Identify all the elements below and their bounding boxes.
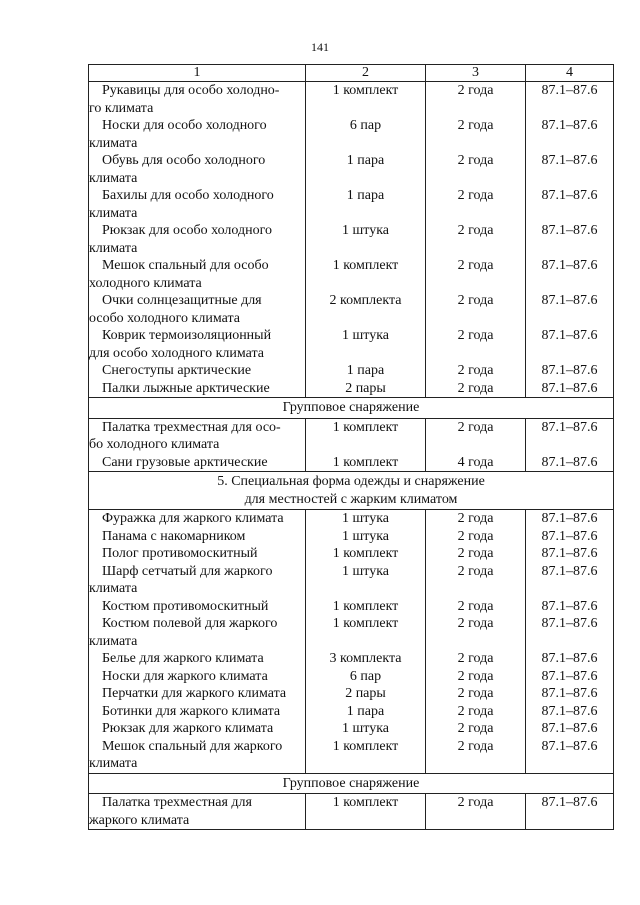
table-row bbox=[89, 117, 614, 152]
table-row bbox=[89, 362, 614, 380]
table-row bbox=[89, 327, 614, 362]
quantity-cell: 1 штука bbox=[306, 222, 426, 257]
item-name-cell bbox=[89, 545, 306, 563]
code-cell: 87.1–87.6 bbox=[526, 187, 614, 222]
term-cell: 2 года bbox=[426, 187, 526, 222]
item-name-cell bbox=[89, 528, 306, 546]
section-heading bbox=[89, 472, 614, 510]
item-name-line: Мешок спальный для жаркого bbox=[102, 738, 283, 754]
code-cell: 87.1–87.6 bbox=[526, 685, 614, 703]
term-cell: 4 года bbox=[426, 454, 526, 472]
item-name-cell bbox=[89, 685, 306, 703]
table-row bbox=[89, 685, 614, 703]
code-cell: 87.1–87.6 bbox=[526, 257, 614, 292]
term-cell: 2 года bbox=[426, 615, 526, 650]
code-cell: 87.1–87.6 bbox=[526, 327, 614, 362]
code-cell: 87.1–87.6 bbox=[526, 703, 614, 721]
item-name-cell bbox=[89, 738, 306, 774]
item-name-line: Рюкзак для особо холодного bbox=[102, 223, 273, 238]
item-name-line: климата bbox=[89, 170, 138, 186]
code-cell: 87.1–87.6 bbox=[526, 380, 614, 398]
group-heading-row bbox=[89, 398, 614, 419]
term-cell: 2 года bbox=[426, 510, 526, 528]
table-row bbox=[89, 615, 614, 650]
code-cell: 87.1–87.6 bbox=[526, 720, 614, 738]
column-header-1: 1 bbox=[89, 65, 306, 82]
table-row bbox=[89, 510, 614, 528]
item-name-line: Обувь для особо холодного bbox=[102, 153, 266, 168]
item-name-cell bbox=[89, 720, 306, 738]
code-cell: 87.1–87.6 bbox=[526, 117, 614, 152]
term-cell: 2 года bbox=[426, 257, 526, 292]
code-cell: 87.1–87.6 bbox=[526, 650, 614, 668]
term-cell: 2 года bbox=[426, 292, 526, 327]
quantity-cell: 1 пара bbox=[306, 703, 426, 721]
item-name-cell bbox=[89, 292, 306, 327]
table-row bbox=[89, 563, 614, 598]
item-name-cell bbox=[89, 117, 306, 152]
term-cell: 2 года bbox=[426, 82, 526, 118]
column-header-row bbox=[89, 65, 614, 82]
table-row bbox=[89, 292, 614, 327]
term-cell: 2 года bbox=[426, 598, 526, 616]
item-name-cell bbox=[89, 794, 306, 830]
quantity-cell: 1 комплект bbox=[306, 738, 426, 774]
item-name-line: холодного климата bbox=[89, 275, 202, 291]
item-name-cell bbox=[89, 257, 306, 292]
table-row bbox=[89, 152, 614, 187]
item-name-cell bbox=[89, 650, 306, 668]
group-heading-row bbox=[89, 773, 614, 794]
table-row bbox=[89, 650, 614, 668]
table-row bbox=[89, 454, 614, 472]
table-row bbox=[89, 528, 614, 546]
code-cell: 87.1–87.6 bbox=[526, 563, 614, 598]
item-name-line: Палатка трехместная для bbox=[102, 795, 252, 810]
item-name-cell bbox=[89, 187, 306, 222]
quantity-cell: 1 комплект bbox=[306, 454, 426, 472]
table-row bbox=[89, 257, 614, 292]
quantity-cell: 1 комплект bbox=[306, 598, 426, 616]
code-cell: 87.1–87.6 bbox=[526, 222, 614, 257]
item-name-line: для особо холодного климата bbox=[89, 345, 265, 361]
term-cell: 2 года bbox=[426, 380, 526, 398]
section-heading-row bbox=[89, 472, 614, 510]
item-name-cell bbox=[89, 454, 306, 472]
term-cell: 2 года bbox=[426, 738, 526, 774]
item-name-cell bbox=[89, 222, 306, 257]
item-name-line: Носки для жаркого климата bbox=[102, 668, 268, 684]
code-cell: 87.1–87.6 bbox=[526, 292, 614, 327]
term-cell: 2 года bbox=[426, 685, 526, 703]
term-cell: 2 года bbox=[426, 650, 526, 668]
quantity-cell: 1 комплект bbox=[306, 794, 426, 830]
code-cell: 87.1–87.6 bbox=[526, 454, 614, 472]
item-name-line: климата bbox=[89, 633, 138, 649]
table-row bbox=[89, 418, 614, 454]
quantity-cell: 1 штука bbox=[306, 528, 426, 546]
item-name-line: климата bbox=[89, 756, 138, 771]
quantity-cell: 1 комплект bbox=[306, 418, 426, 454]
code-cell: 87.1–87.6 bbox=[526, 528, 614, 546]
item-name-line: жаркого климата bbox=[89, 812, 190, 828]
quantity-cell: 1 штука bbox=[306, 510, 426, 528]
column-header-3: 3 bbox=[426, 65, 526, 82]
quantity-cell: 1 штука bbox=[306, 720, 426, 738]
code-cell: 87.1–87.6 bbox=[526, 418, 614, 454]
section-heading-line: 5. Специальная форма одежды и снаряжение bbox=[217, 474, 485, 489]
item-name-line: Полог противомоскитный bbox=[102, 546, 258, 561]
group-heading-line: Групповое снаряжение bbox=[282, 400, 420, 415]
quantity-cell: 1 комплект bbox=[306, 82, 426, 118]
quantity-cell: 2 пары bbox=[306, 685, 426, 703]
item-name-line: Палатка трехместная для осо- bbox=[102, 419, 281, 435]
table-row bbox=[89, 545, 614, 563]
term-cell: 2 года bbox=[426, 528, 526, 546]
item-name-cell bbox=[89, 327, 306, 362]
item-name-line: Палки лыжные арктические bbox=[102, 380, 270, 396]
item-name-line: Фуражка для жаркого климата bbox=[102, 511, 284, 526]
item-name-line: Шарф сетчатый для жаркого bbox=[102, 563, 273, 579]
item-name-cell bbox=[89, 510, 306, 528]
item-name-line: климата bbox=[89, 135, 138, 151]
column-header-4: 4 bbox=[526, 65, 614, 82]
quantity-cell: 1 пара bbox=[306, 362, 426, 380]
code-cell: 87.1–87.6 bbox=[526, 545, 614, 563]
item-name-cell bbox=[89, 362, 306, 380]
quantity-cell: 1 комплект bbox=[306, 257, 426, 292]
page-number: 141 bbox=[311, 40, 329, 54]
table-row bbox=[89, 703, 614, 721]
item-name-line: особо холодного климата bbox=[89, 310, 240, 326]
term-cell: 2 года bbox=[426, 563, 526, 598]
table-row bbox=[89, 738, 614, 774]
section-heading-line: для местностей с жарким климатом bbox=[244, 491, 458, 507]
quantity-cell: 1 пара bbox=[306, 187, 426, 222]
term-cell: 2 года bbox=[426, 703, 526, 721]
quantity-cell: 1 комплект bbox=[306, 615, 426, 650]
table-row bbox=[89, 82, 614, 118]
quantity-cell: 2 пары bbox=[306, 380, 426, 398]
item-name-line: Костюм полевой для жаркого bbox=[102, 616, 278, 631]
item-name-line: бо холодного климата bbox=[89, 437, 220, 452]
code-cell: 87.1–87.6 bbox=[526, 82, 614, 118]
table-row bbox=[89, 720, 614, 738]
item-name-cell bbox=[89, 598, 306, 616]
item-name-line: Панама с накомарником bbox=[102, 528, 246, 544]
table-row bbox=[89, 598, 614, 616]
code-cell: 87.1–87.6 bbox=[526, 510, 614, 528]
item-name-line: Рукавицы для особо холодно- bbox=[102, 83, 280, 98]
column-header-2: 2 bbox=[306, 65, 426, 82]
item-name-cell bbox=[89, 380, 306, 398]
table-row bbox=[89, 222, 614, 257]
term-cell: 2 года bbox=[426, 794, 526, 830]
term-cell: 2 года bbox=[426, 668, 526, 686]
item-name-line: Мешок спальный для особо bbox=[102, 258, 269, 273]
term-cell: 2 года bbox=[426, 418, 526, 454]
code-cell: 87.1–87.6 bbox=[526, 794, 614, 830]
item-name-line: Снегоступы арктические bbox=[102, 363, 252, 378]
item-name-line: Костюм противомоскитный bbox=[102, 598, 269, 614]
quantity-cell: 1 штука bbox=[306, 327, 426, 362]
item-name-cell bbox=[89, 418, 306, 454]
group-heading-line: Групповое снаряжение bbox=[282, 775, 420, 791]
item-name-line: Очки солнцезащитные для bbox=[102, 293, 262, 308]
item-name-cell bbox=[89, 615, 306, 650]
item-name-line: климата bbox=[89, 240, 138, 256]
quantity-cell: 2 комплекта bbox=[306, 292, 426, 327]
item-name-line: климата bbox=[89, 581, 138, 596]
item-name-cell bbox=[89, 82, 306, 118]
code-cell: 87.1–87.6 bbox=[526, 152, 614, 187]
term-cell: 2 года bbox=[426, 117, 526, 152]
item-name-line: Перчатки для жаркого климата bbox=[102, 686, 287, 701]
item-name-cell bbox=[89, 563, 306, 598]
quantity-cell: 1 комплект bbox=[306, 545, 426, 563]
table-row bbox=[89, 187, 614, 222]
item-name-line: климата bbox=[89, 205, 138, 221]
item-name-line: Носки для особо холодного bbox=[102, 118, 267, 133]
quantity-cell: 6 пар bbox=[306, 117, 426, 152]
item-name-line: Ботинки для жаркого климата bbox=[102, 703, 281, 719]
code-cell: 87.1–87.6 bbox=[526, 362, 614, 380]
code-cell: 87.1–87.6 bbox=[526, 668, 614, 686]
equipment-table bbox=[88, 64, 614, 830]
table-body bbox=[89, 65, 614, 830]
table-row bbox=[89, 380, 614, 398]
quantity-cell: 6 пар bbox=[306, 668, 426, 686]
group-heading bbox=[89, 773, 614, 794]
quantity-cell: 1 штука bbox=[306, 563, 426, 598]
item-name-cell bbox=[89, 152, 306, 187]
term-cell: 2 года bbox=[426, 545, 526, 563]
quantity-cell: 1 пара bbox=[306, 152, 426, 187]
table-row bbox=[89, 794, 614, 830]
item-name-cell bbox=[89, 703, 306, 721]
code-cell: 87.1–87.6 bbox=[526, 615, 614, 650]
code-cell: 87.1–87.6 bbox=[526, 598, 614, 616]
term-cell: 2 года bbox=[426, 720, 526, 738]
code-cell: 87.1–87.6 bbox=[526, 738, 614, 774]
group-heading bbox=[89, 398, 614, 419]
term-cell: 2 года bbox=[426, 327, 526, 362]
item-name-cell bbox=[89, 668, 306, 686]
item-name-line: Рюкзак для жаркого климата bbox=[102, 721, 274, 736]
item-name-line: Коврик термоизоляционный bbox=[102, 328, 272, 343]
term-cell: 2 года bbox=[426, 152, 526, 187]
term-cell: 2 года bbox=[426, 222, 526, 257]
quantity-cell: 3 комплекта bbox=[306, 650, 426, 668]
table-row bbox=[89, 668, 614, 686]
term-cell: 2 года bbox=[426, 362, 526, 380]
item-name-line: Белье для жаркого климата bbox=[102, 651, 264, 666]
item-name-line: го климата bbox=[89, 100, 154, 116]
item-name-line: Сани грузовые арктические bbox=[102, 454, 268, 470]
item-name-line: Бахилы для особо холодного bbox=[102, 188, 274, 203]
